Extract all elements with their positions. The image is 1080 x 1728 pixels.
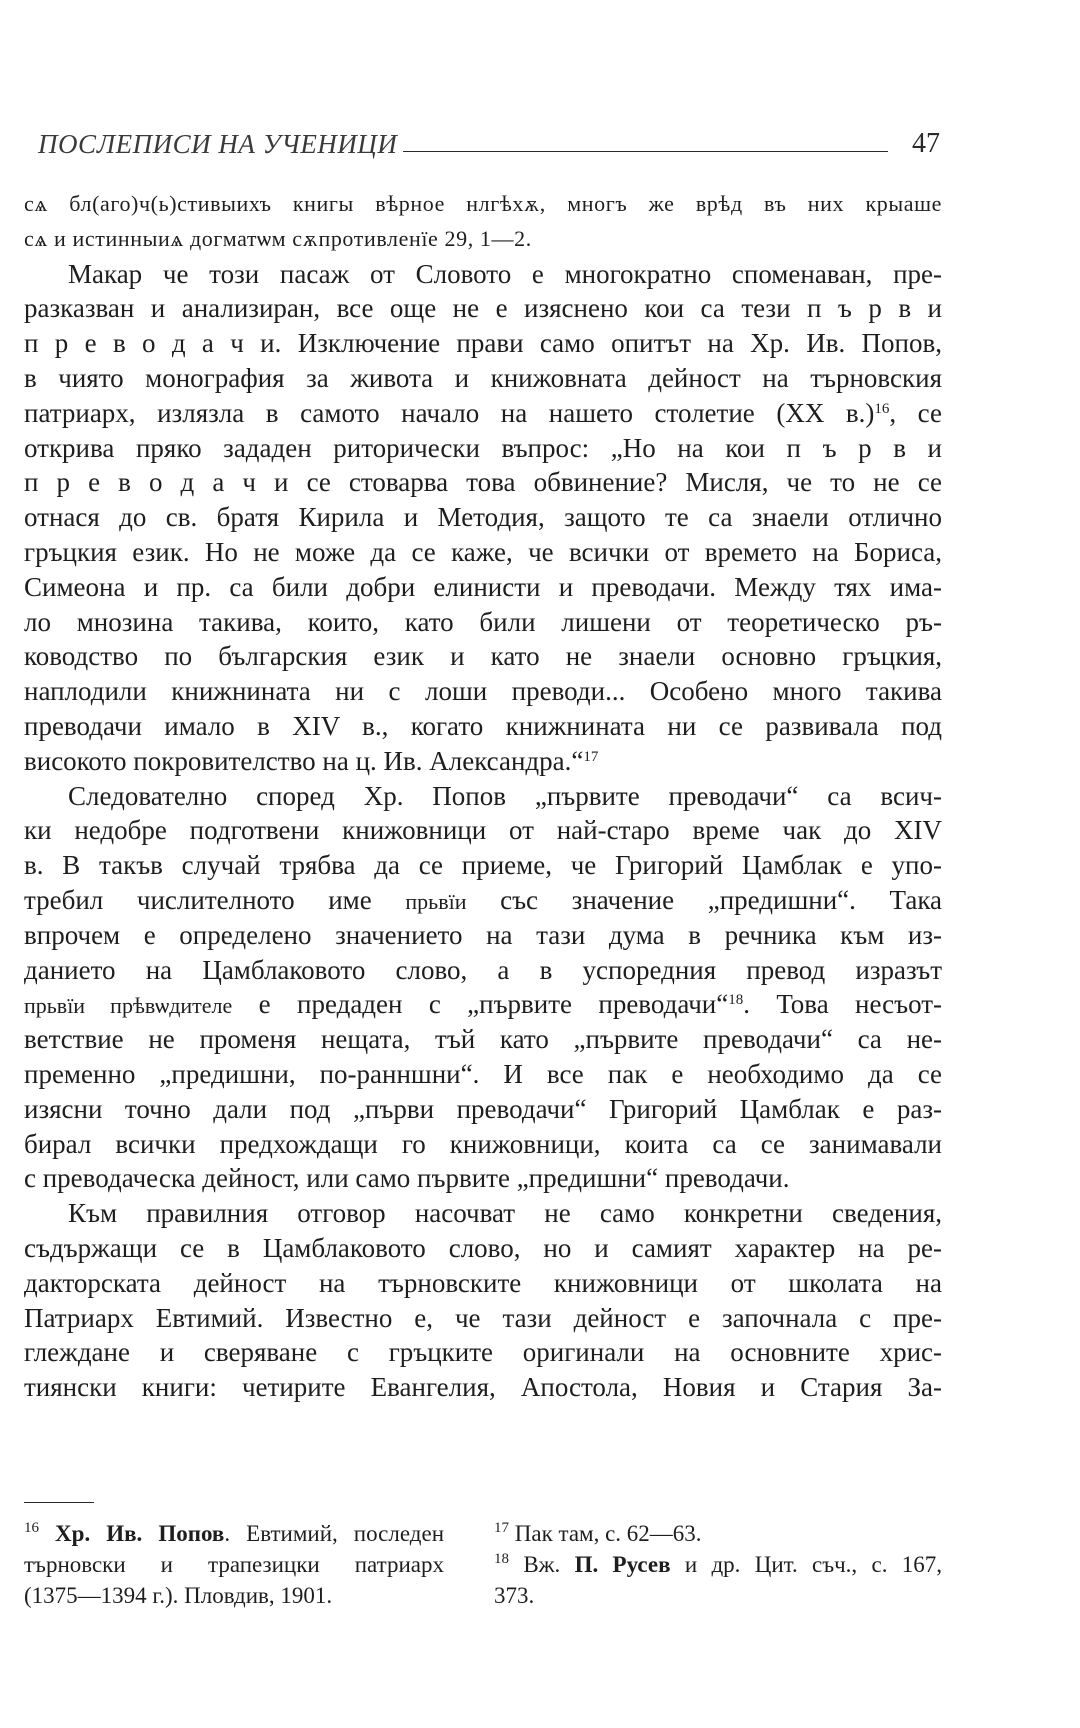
text-fragment: със значение „предишни“. Така xyxy=(500,884,943,915)
text-line: наплодили книжнината ни с лоши преводи... Особено много такива xyxy=(24,676,942,707)
footnote-ref-18[interactable]: 18 xyxy=(728,992,744,1009)
text-line: в чиято монография за живота и книжовната дейност на търновския xyxy=(24,362,942,393)
text-line: бирал всички предхождащи го книжовници, коита са се занимавали xyxy=(24,1128,942,1159)
footnote-number: 17 xyxy=(494,1520,509,1536)
text-fragment: патриарх, излязла в самото начало на нашето столетие (XX в.) xyxy=(24,397,875,428)
text-line: ки недобре подготвени книжовници от най-старо време чак до XIV xyxy=(24,815,942,846)
footnote-author: П. Русев xyxy=(574,1552,671,1577)
text-line: съдържащи се в Цамблаковото слово, но и самият характер на ре- xyxy=(24,1232,942,1263)
footnote-17 xyxy=(494,1518,942,1549)
text-line xyxy=(24,987,942,1022)
text-line: глеждане и сверяване с гръцките оригинали на основните хрис- xyxy=(24,1337,942,1368)
text-fragment: . Това несъот- xyxy=(743,989,943,1020)
footnote-rule xyxy=(24,1502,94,1503)
text-fragment: е предаден с „първите преводачи“ xyxy=(258,989,729,1020)
quote-line: сѧ бл(аго)ч(ь)стивыихъ книгы вѣрное нлгѣхѫ, многъ же врѣд въ них крыаше xyxy=(24,191,942,216)
footnote-line: търновски и трапезицки патриарх xyxy=(24,1552,444,1577)
text-line xyxy=(24,744,942,779)
text-line: в. В такъв случай трябва да се приеме, че Григорий Цамблак е упо- xyxy=(24,850,942,881)
text-line: п р е в о д а ч и се стоварва това обвинение? Мисля, че то не се xyxy=(24,467,942,498)
text-line: Макар че този пасаж от Словото е многократно споменаван, пре- xyxy=(68,258,942,289)
text-line: ветствие не променя нещата, тъй като „първите преводачи“ са не- xyxy=(24,1024,942,1055)
text-line: ло мнозина такива, които, като били лишени от теоретическо ръ- xyxy=(24,606,942,637)
text-line: пременно „предишни, по-ранншни“. И все пак е необходимо да се xyxy=(24,1058,942,1089)
footnote-ref-17[interactable]: 17 xyxy=(583,748,599,765)
text-line: с преводаческа дейност, или само първите „предишни“ преводачи. xyxy=(24,1163,790,1194)
text-line: отнася до св. братя Кирила и Методия, защото те са знаели отлично xyxy=(24,502,942,533)
text-line: ководство по българския език и като не знаели основно гръцкия, xyxy=(24,641,942,672)
text-line: данието на Цамблаковото слово, а в успоредния превод изразът xyxy=(24,954,942,985)
text-line: гръцкия език. Но не може да се каже, че всички от времето на Бориса, xyxy=(24,536,942,567)
quote-line: сѧ и истинныиѧ догматѡм сѫпротивленїе 29, 1—2. xyxy=(24,225,532,251)
footnote-text: Вж. xyxy=(523,1552,575,1577)
footnote-16 xyxy=(24,1518,444,1611)
page-number: 47 xyxy=(912,128,940,159)
text-line: преводачи имало в XIV в., когато книжнината ни се развивала под xyxy=(24,710,942,741)
text-line: Към правилния отговор насочват не само конкретни сведения, xyxy=(68,1198,942,1229)
text-fragment: , се xyxy=(889,397,942,428)
footnote-number: 18 xyxy=(494,1551,509,1567)
text-line xyxy=(24,396,942,431)
text-line xyxy=(24,883,942,918)
text-line: Симеона и пр. са били добри елинисти и преводачи. Между тях има- xyxy=(24,571,942,602)
old-bulgarian-term: прьвїи прѣвѡдителе xyxy=(24,993,233,1019)
footnote-text: Пак там, с. 62—63. xyxy=(514,1521,702,1546)
footnote-line xyxy=(24,1518,444,1549)
old-bulgarian-term: прьвїи xyxy=(405,888,467,914)
text-line: впрочем е определено значението на тази дума в речника към из- xyxy=(24,919,942,950)
footnote-18 xyxy=(494,1549,942,1580)
footnote-ref-16[interactable]: 16 xyxy=(874,400,890,417)
text-line: дакторската дейност на търновските книжовници от школата на xyxy=(24,1267,942,1298)
footnote-text: . Евтимий, последен xyxy=(224,1521,444,1546)
running-title: ПОСЛЕПИСИ НА УЧЕНИЦИ xyxy=(38,129,398,159)
text-line: разказван и анализиран, все още не е изяснено кои са тези п ъ р в и xyxy=(24,293,942,324)
text-line: изясни точно дали под „първи преводачи“ Григорий Цамблак е раз- xyxy=(24,1093,942,1124)
footnote-number: 16 xyxy=(24,1520,39,1536)
footnote-author: Хр. Ив. Попов xyxy=(55,1521,225,1546)
footnote-text: и др. Цит. съч., с. 167, xyxy=(670,1552,943,1577)
text-line: п р е в о д а ч и. Изключение прави само опитът на Хр. Ив. Попов, xyxy=(24,328,942,359)
running-head xyxy=(38,120,940,160)
text-fragment: требил числителното име xyxy=(24,884,372,915)
body-text xyxy=(24,187,942,1405)
text-line: Следователно според Хр. Попов „първите преводачи“ са всич- xyxy=(68,780,942,811)
header-rule xyxy=(403,151,888,152)
text-line: тиянски книги: четирите Евангелия, Апостола, Новия и Стария За- xyxy=(24,1372,942,1403)
footnote-line: 373. xyxy=(494,1583,535,1608)
text-line: открива пряко зададен риторически въпрос: „Но на кои п ъ р в и xyxy=(24,432,942,463)
footnotes-right-column xyxy=(494,1518,942,1611)
text-line: Патриарх Евтимий. Известно е, че тази дейност е започнала с пре- xyxy=(24,1302,942,1333)
text-fragment: високото покровителство на ц. Ив. Александра.“ xyxy=(24,745,584,776)
footnote-line: (1375—1394 г.). Пловдив, 1901. xyxy=(24,1583,333,1608)
